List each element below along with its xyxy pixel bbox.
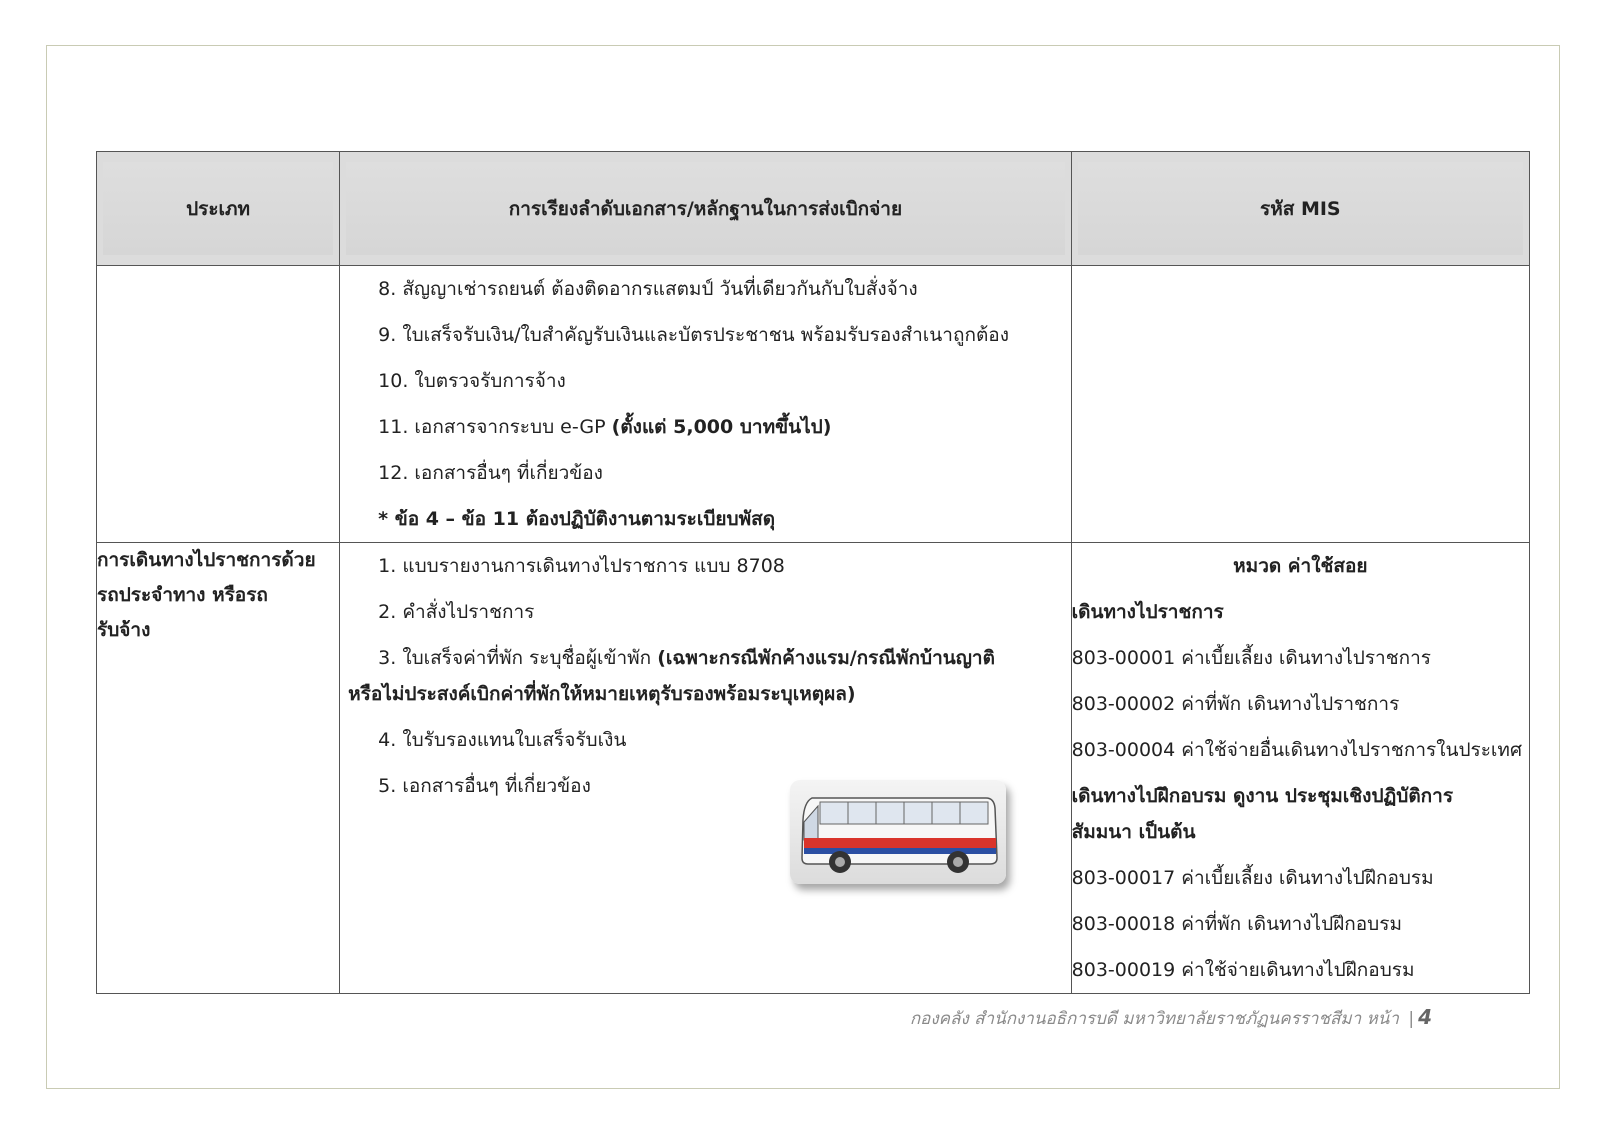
list-item: 12. เอกสารอื่นๆ ที่เกี่ยวข้อง	[378, 462, 603, 484]
header-docs-cell	[340, 152, 1072, 266]
mis-group-title	[1072, 778, 1529, 850]
header-docs: การเรียงลำดับเอกสาร/หลักฐานในการส่งเบิกจ่าย	[508, 197, 903, 220]
list-item: 8. สัญญาเช่ารถยนต์ ต้องติดอากรแสตมป์ วันที่เดียวกันกับใบสั่งจ้าง	[378, 278, 918, 300]
item3-text: 3. ใบเสร็จค่าที่พัก ระบุชื่อผู้เข้าพัก	[378, 647, 658, 669]
item11-bold-text: (ตั้งแต่ 5,000 บาทขึ้นไป)	[611, 416, 832, 438]
procurement-note: * ข้อ 4 – ข้อ 11 ต้องปฏิบัติงานตามระเบียบพัสดุ	[378, 508, 776, 530]
row1-mis-cell	[1071, 266, 1529, 543]
row1-docs-cell	[340, 266, 1072, 543]
list-item	[340, 404, 1071, 450]
mis-code-item: 803-00004 ค่าใช้จ่ายอื่นเดินทางไปราชการในประเทศ	[1071, 739, 1523, 761]
list-item: 2. คำสั่งไปราชการ	[378, 601, 535, 623]
list-item: 9. ใบเสร็จรับเงิน/ใบสำคัญรับเงินและบัตรประชาชน พร้อมรับรองสำเนาถูกต้อง	[378, 324, 1009, 346]
mis-group-title: เดินทางไปราชการ	[1071, 601, 1224, 623]
table-row	[97, 543, 1530, 994]
list-item: 5. เอกสารอื่นๆ ที่เกี่ยวข้อง	[378, 775, 591, 797]
table-row	[97, 266, 1530, 543]
type-line: รถประจำทาง หรือรถ	[97, 584, 268, 606]
footer-separator: |	[1408, 1009, 1415, 1029]
item3-bold-text-a: (เฉพาะกรณีพักค้างแรม/กรณีพักบ้านญาติ	[657, 647, 995, 669]
mis-code-item: 803-00001 ค่าเบี้ยเลี้ยง เดินทางไปราชการ	[1071, 647, 1431, 669]
list-item: 1. แบบรายงานการเดินทางไปราชการ แบบ 8708	[378, 555, 785, 577]
row2-docs-cell	[340, 543, 1072, 994]
mis-code-item: 803-00019 ค่าใช้จ่ายเดินทางไปฝึกอบรม	[1071, 959, 1415, 981]
list-item: 10. ใบตรวจรับการจ้าง	[378, 370, 566, 392]
header-mis-cell	[1071, 152, 1529, 266]
disbursement-table	[96, 151, 1530, 994]
header-type: ประเภท	[186, 197, 251, 220]
mis-category: หมวด ค่าใช้สอย	[1233, 555, 1368, 577]
header-type-cell	[97, 152, 340, 266]
table-header-row	[97, 152, 1530, 266]
type-line: รับจ้าง	[97, 619, 151, 641]
mis-code-item: 803-00002 ค่าที่พัก เดินทางไปราชการ	[1071, 693, 1400, 715]
list-item: 4. ใบรับรองแทนใบเสร็จรับเงิน	[378, 729, 627, 751]
row2-type-cell	[97, 543, 340, 994]
bus-icon	[790, 780, 1006, 884]
page-footer	[910, 1005, 1432, 1032]
mis-code-item: 803-00018 ค่าที่พัก เดินทางไปฝึกอบรม	[1071, 913, 1402, 935]
item3-bold-text-b: หรือไม่ประสงค์เบิกค่าที่พักให้หมายเหตุรับรองพร้อมระบุเหตุผล)	[348, 683, 856, 705]
header-mis: รหัส MIS	[1260, 197, 1341, 220]
type-line: การเดินทางไปราชการด้วย	[97, 549, 316, 571]
footer-text: กองคลัง สำนักงานอธิการบดี มหาวิทยาลัยราชภัฏนครราชสีมา หน้า	[909, 1009, 1399, 1029]
item11-text: 11. เอกสารจากระบบ e-GP	[378, 416, 612, 438]
page-number: 4	[1418, 1005, 1432, 1029]
mis-code-item: 803-00017 ค่าเบี้ยเลี้ยง เดินทางไปฝึกอบรม	[1071, 867, 1434, 889]
row2-mis-cell	[1071, 543, 1529, 994]
mis-group-line: เดินทางไปฝึกอบรม ดูงาน ประชุมเชิงปฏิบัติการ	[1071, 785, 1454, 807]
bus-image	[790, 780, 1006, 884]
list-item	[340, 640, 1071, 712]
mis-group-line: สัมมนา เป็นต้น	[1071, 821, 1196, 843]
row1-type-cell	[97, 266, 340, 543]
